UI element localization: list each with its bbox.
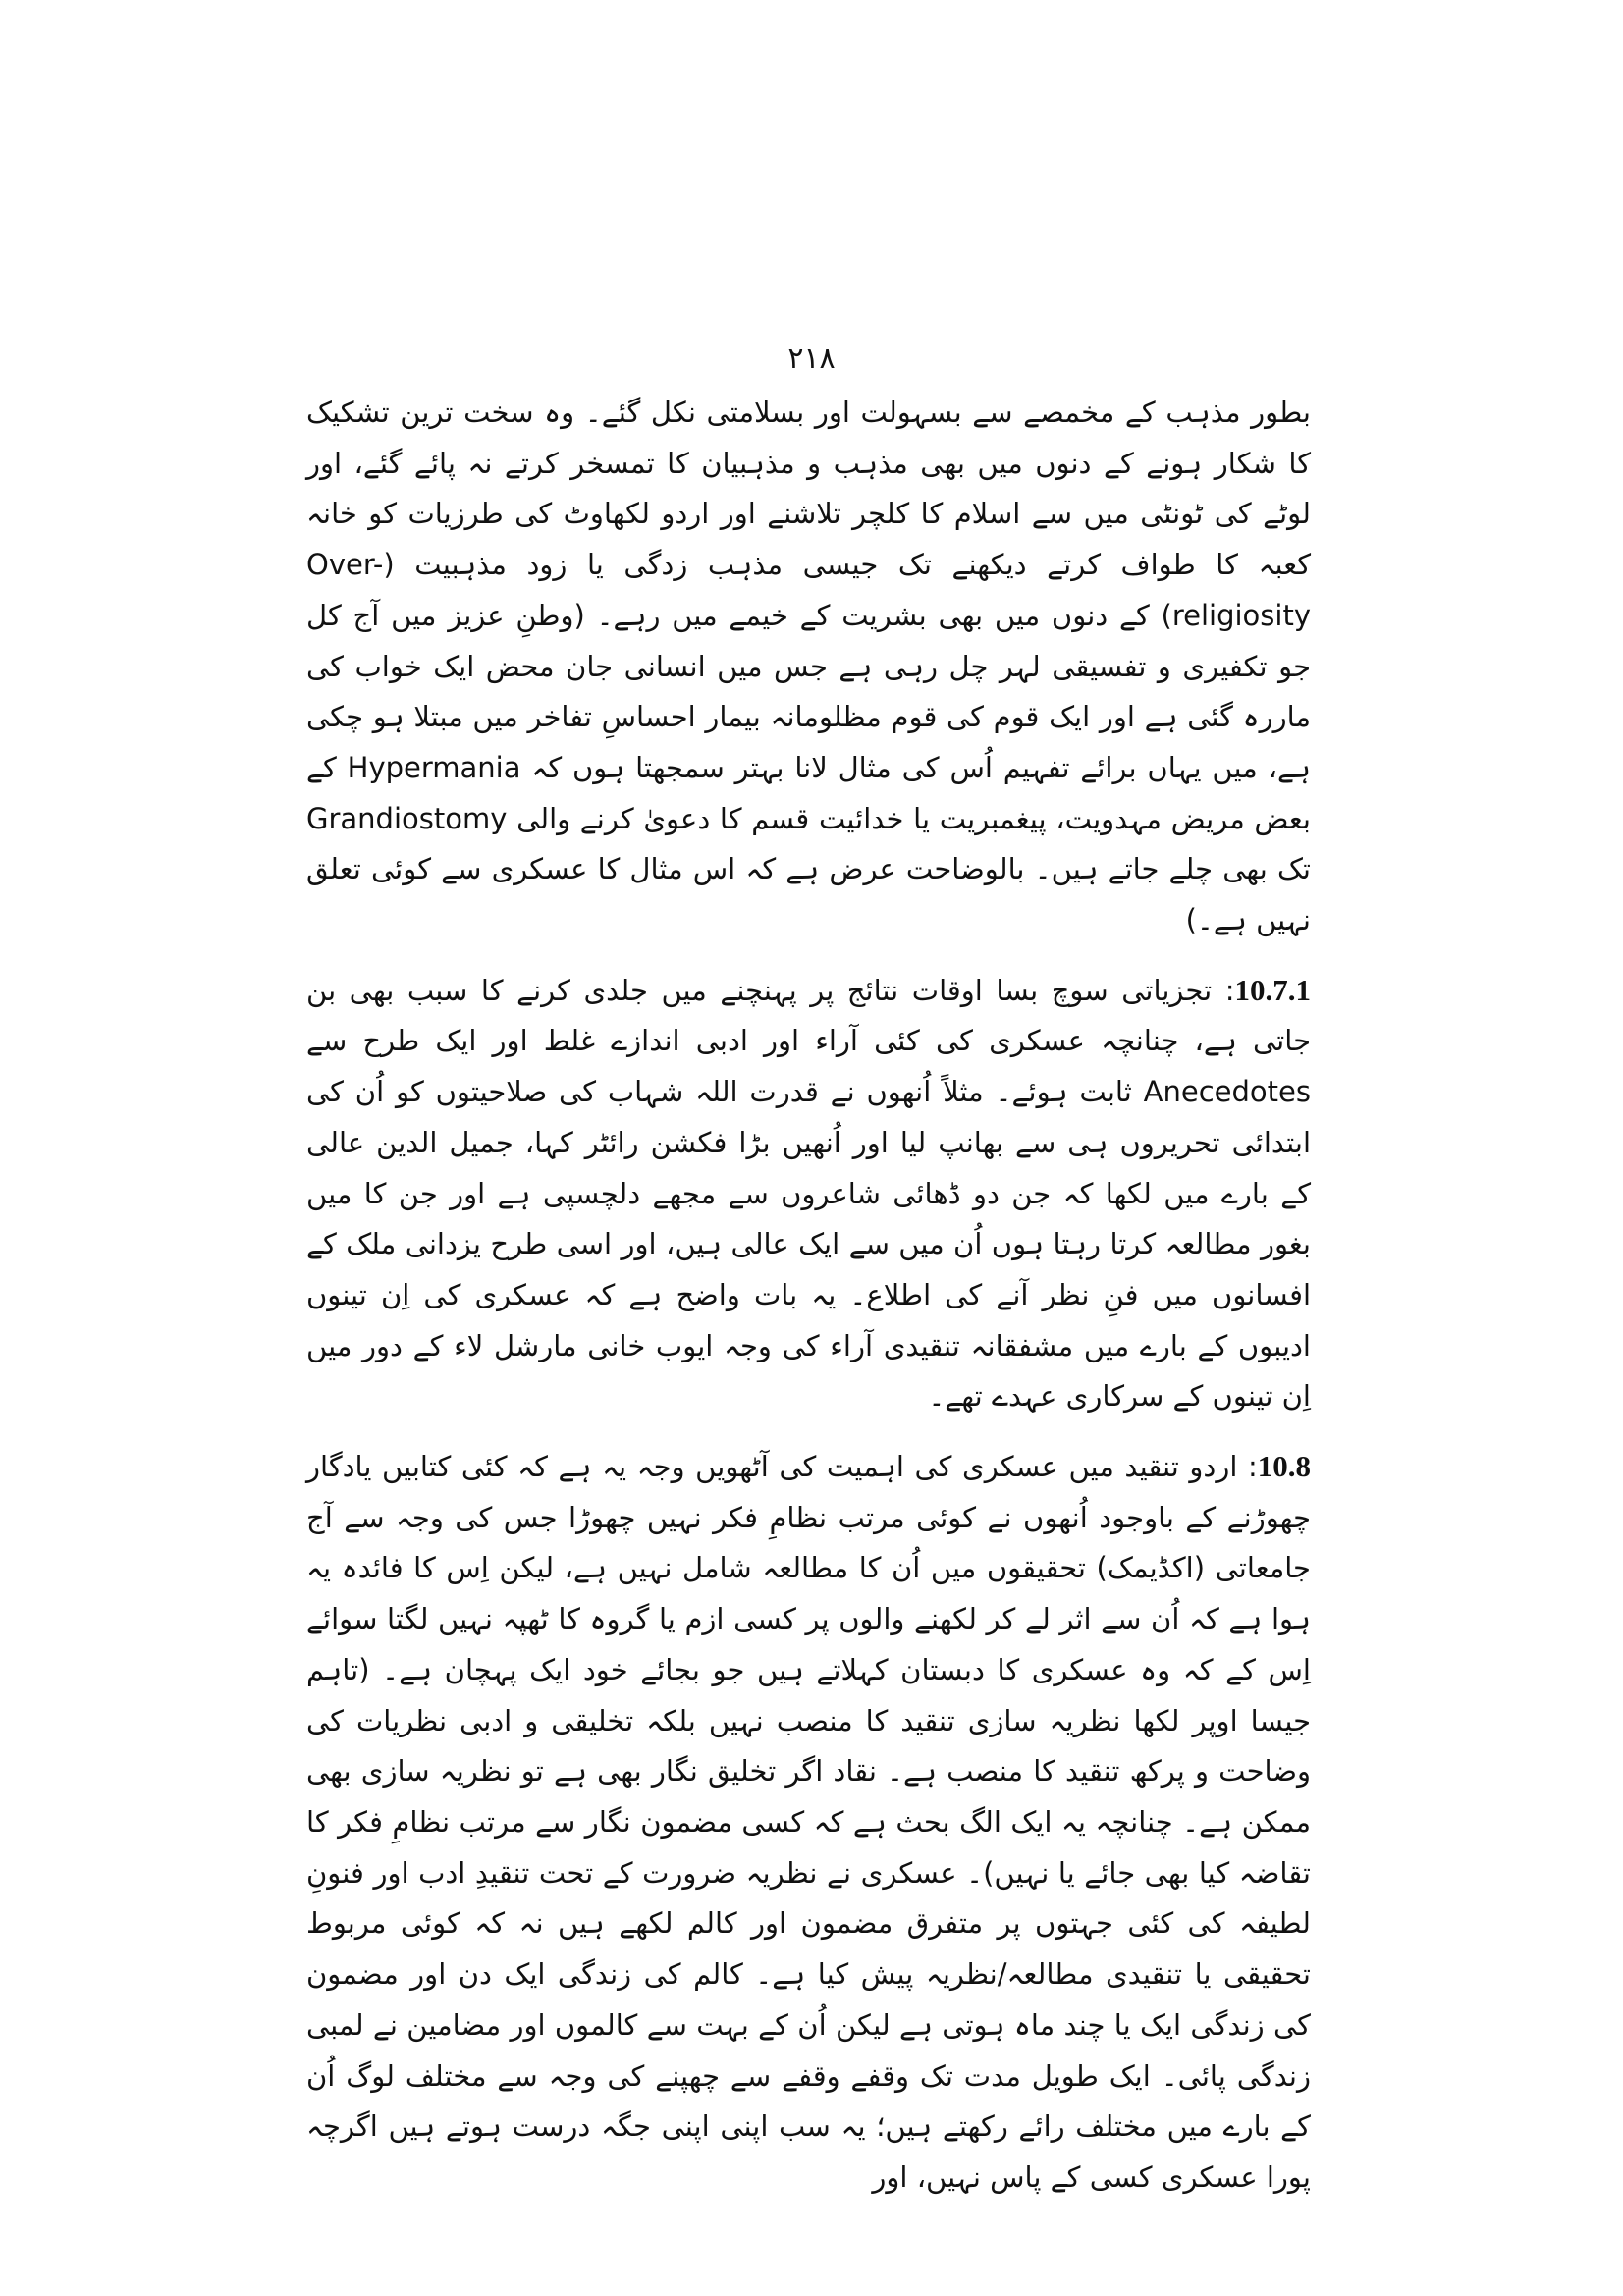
section-number: 10.8 (1257, 1449, 1311, 1484)
section-number: 10.7.1 (1234, 972, 1311, 1007)
body-text (306, 388, 1311, 2204)
paragraph-text: بطور مذہب کے مخمصے سے بسہولت اور بسلامتی نکل گئے۔ وہ سخت ترین تشکیک کا شکار ہونے کے دنوں میں بھی مذہب و مذہبیان کا تمسخر کرتے نہ پائے گئے، اور لوٹے کی ٹونٹی میں سے اسلام کا کلچر تلاشنے اور اردو لکھاوٹ کی طرزیات کو خانہ کعبہ کا طواف کرتے دیکھنے تک جیسی مذہب زدگی یا زود مذہبیت (Over-religiosity) کے دنوں میں بھی بشریت کے خیمے میں رہے۔ (وطنِ عزیز میں آج کل جو تکفیری و تفسیقی لہر چل رہی ہے جس میں انسانی جان محض ایک خواب کی ماررہ گئی ہے اور ایک قوم کی قوم مظلومانہ بیمار احساسِ تفاخر میں مبتلا ہو چکی ہے، میں یہاں برائے تفہیم اُس کی مثال لانا بہتر سمجھتا ہوں کہ Hypermania کے بعض مریض مہدویت، پیغمبریت یا خدائیت قسم کا دعویٰ کرنے والی Grandiostomy تک بھی چلے جاتے ہیں۔ بالوضاحت عرض ہے کہ اس مثال کا عسکری سے کوئی تعلق نہیں ہے۔) (306, 396, 1311, 937)
paragraph-continuation (306, 388, 1311, 946)
paragraph-section-10-7-1 (306, 965, 1311, 1422)
paragraph-section-10-8 (306, 1441, 1311, 2204)
paragraph-text: : تجزیاتی سوچ بسا اوقات نتائج پر پہنچنے میں جلدی کرنے کا سبب بھی بن جاتی ہے، چنانچہ عسکری کی کئی آراء اور ادبی اندازے غلط اور ایک طرح سے Anecedotes ثابت ہوئے۔ مثلاً اُنھوں نے قدرت اللہ شہاب کی صلاحیتوں کو اُن کی ابتدائی تحریروں ہی سے بھانپ لیا اور اُنھیں بڑا فکشن رائٹر کہا، جمیل الدین عالی کے بارے میں لکھا کہ جن دو ڈھائی شاعروں سے مجھے دلچسپی ہے اور جن کا میں بغور مطالعہ کرتا رہتا ہوں اُن میں سے ایک عالی ہیں، اور اسی طرح یزدانی ملک کے افسانوں میں فنِ نظر آنے کی اطلاع۔ یہ بات واضح ہے کہ عسکری کی اِن تینوں ادیبوں کے بارے میں مشفقانہ تنقیدی آراء کی وجہ ایوب خانی مارشل لاء کے دور میں اِن تینوں کے سرکاری عہدے تھے۔ (306, 973, 1311, 1414)
page-number: ۲۱۸ (787, 342, 836, 376)
paragraph-text: : اردو تنقید میں عسکری کی اہمیت کی آٹھویں وجہ یہ ہے کہ کئی کتابیں یادگار چھوڑنے کے باوجود اُنھوں نے کوئی مرتب نظامِ فکر نہیں چھوڑا جس کی وجہ سے آج جامعاتی (اکڈیمک) تحقیقوں میں اُن کا مطالعہ شامل نہیں ہے، لیکن اِس کا فائدہ یہ ہوا ہے کہ اُن سے اثر لے کر لکھنے والوں پر کسی ازم یا گروہ کا ٹھپہ نہیں لگتا سوائے اِس کے کہ وہ عسکری کا دبستان کہلاتے ہیں جو بجائے خود ایک پہچان ہے۔ (تاہم جیسا اوپر لکھا نظریہ سازی تنقید کا منصب نہیں بلکہ تخلیقی و ادبی نظریات کی وضاحت و پرکھ تنقید کا منصب ہے۔ نقاد اگر تخلیق نگار بھی ہے تو نظریہ سازی بھی ممکن ہے۔ چنانچہ یہ ایک الگ بحث ہے کہ کسی مضمون نگار سے مرتب نظامِ فکر کا تقاضہ کیا بھی جائے یا نہیں)۔ عسکری نے نظریہ ضرورت کے تحت تنقیدِ ادب اور فنونِ لطیفہ کی کئی جہتوں پر متفرق مضمون اور کالم لکھے ہیں نہ کہ کوئی مربوط تحقیقی یا تنقیدی مطالعہ/نظریہ پیش کیا ہے۔ کالم کی زندگی ایک دن اور مضمون کی زندگی ایک یا چند ماہ ہوتی ہے لیکن اُن کے بہت سے کالموں اور مضامین نے لمبی زندگی پائی۔ ایک طویل مدت تک وقفے وقفے سے چھپنے کی وجہ سے مختلف لوگ اُن کے بارے میں مختلف رائے رکھتے ہیں؛ یہ سب اپنی اپنی جگہ درست ہوتے ہیں اگرچہ پورا عسکری کسی کے پاس نہیں، اور (306, 1450, 1311, 2194)
